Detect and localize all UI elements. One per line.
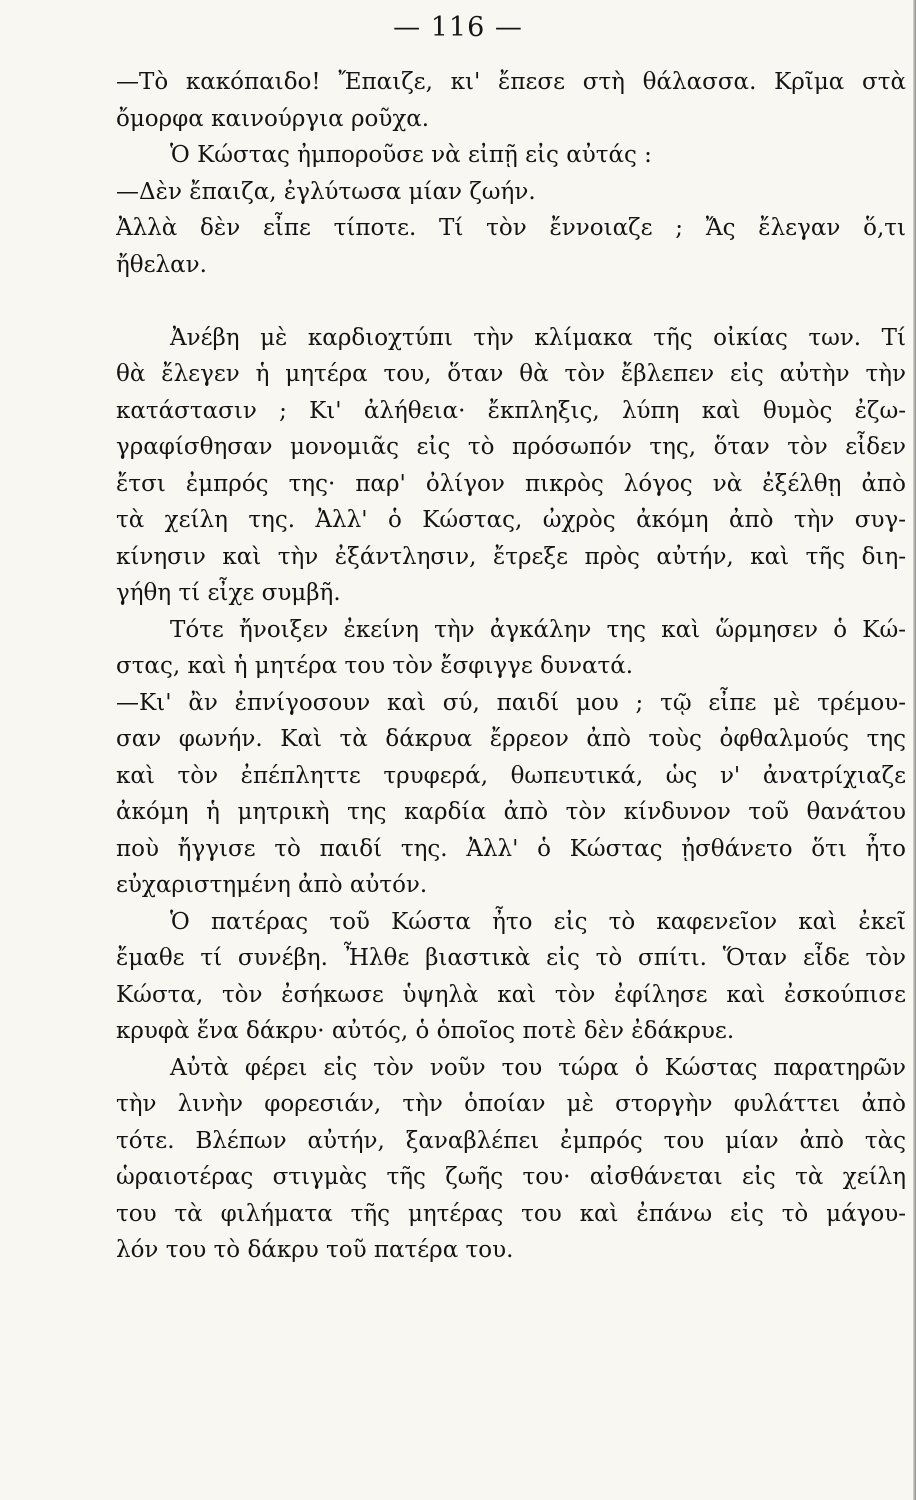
text-line: Κώστα, τὸν ἐσήκωσε ὑψηλὰ καὶ τὸν ἐφίλησε καὶ ἐσκούπισε: [116, 981, 906, 1008]
text-line: τὴν λινὴν φορεσιάν, τὴν ὁποίαν μὲ στοργὴν φυλάττει ἀπὸ: [116, 1091, 906, 1117]
text-line: ἔμαθε τί συνέβη. Ἦλθε βιαστικὰ εἰς τὸ σπίτι. Ὅταν εἶδε τὸν: [116, 945, 906, 971]
text-line: ὄμορφα καινούργια ροῦχα.: [116, 105, 430, 132]
text-line: τὰ χείλη της. Ἀλλ' ὁ Κώστας, ὠχρὸς ἀκόμη ἀπὸ τὴν συγ-: [116, 507, 906, 533]
text-line: κατάστασιν ; Κι' ἀλήθεια· ἔκπληξις, λύπη καὶ θυμὸς ἐζω-: [116, 397, 906, 424]
text-line: ἔτσι ἐμπρός της· παρ' ὀλίγον πικρὸς λόγος νὰ ἐξέλθῃ ἀπὸ: [116, 470, 906, 497]
page-number: — 116 —: [393, 12, 523, 43]
text-line: θὰ ἔλεγεν ἡ μητέρα του, ὅταν θὰ τὸν ἔβλεπεν εἰς αὐτὴν τὴν: [116, 361, 906, 387]
text-line: τότε. Βλέπων αὐτήν, ξαναβλέπει ἐμπρός του μίαν ἀπὸ τὰς: [116, 1127, 906, 1154]
text-line: Αὐτὰ φέρει εἰς τὸν νοῦν του τώρα ὁ Κώστας παρατηρῶν: [170, 1054, 906, 1081]
text-line: —Κι' ἂν ἐπνίγοσουν καὶ σύ, παιδί μου ; τῷ εἶπε μὲ τρέμου-: [116, 689, 906, 716]
text-line: ὡραιοτέρας στιγμὰς τῆς ζωῆς του· αἰσθάνεται εἰς τὰ χείλη: [116, 1164, 906, 1190]
text-line: Ὁ Κώστας ἠμποροῦσε νὰ εἰπῇ εἰς αὐτάς :: [170, 142, 652, 168]
page-body: [116, 64, 906, 1269]
text-line: Ὁ πατέρας τοῦ Κώστα ἦτο εἰς τὸ καφενεῖον καὶ ἐκεῖ: [170, 908, 906, 935]
text-line: γήθη τί εἶχε συμβῆ.: [116, 580, 341, 606]
text-line: Ἀλλὰ δὲν εἶπε τίποτε. Τί τὸν ἔννοιαζε ; Ἄς ἔλεγαν ὅ,τι: [116, 215, 906, 241]
text-line: κίνησιν καὶ τὴν ἐξάντλησιν, ἔτρεξε πρὸς αὐτήν, καὶ τῆς διη-: [116, 543, 906, 570]
text-line: Τότε ἤνοιξεν ἐκείνη τὴν ἀγκάλην της καὶ ὥρμησεν ὁ Κώ-: [170, 616, 906, 643]
text-line: σαν φωνήν. Καὶ τὰ δάκρυα ἔρρεον ἀπὸ τοὺς ὀφθαλμούς της: [116, 726, 906, 752]
text-line: —Τὸ κακόπαιδο! Ἔπαιζε, κι' ἔπεσε στὴ θάλασσα. Κρῖμα στὰ: [116, 69, 906, 95]
text-line: καὶ τὸν ἐπέπληττε τρυφερά, θωπευτικά, ὡς ν' ἀνατρίχιαζε: [116, 762, 906, 789]
text-line: ἤθελαν.: [116, 251, 207, 278]
text-line: λόν του τὸ δάκρυ τοῦ πατέρα του.: [116, 1237, 514, 1263]
text-line: Ἀνέβη μὲ καρδιοχτύπι τὴν κλίμακα τῆς οἰκίας των. Τί: [170, 324, 906, 351]
text-line: εὐχαριστημένη ἀπὸ αὐτόν.: [116, 872, 428, 898]
text-line: του τὰ φιλήματα τῆς μητέρας του καὶ ἐπάνω εἰς τὸ μάγου-: [116, 1200, 906, 1227]
text-line: κρυφὰ ἕνα δάκρυ· αὐτός, ὁ ὁποῖος ποτὲ δὲν ἐδάκρυε.: [116, 1018, 735, 1044]
paragraph-gap: [116, 283, 906, 320]
text-line: —Δὲν ἔπαιζα, ἐγλύτωσα μίαν ζωήν.: [116, 178, 536, 205]
text-line: ποὺ ἤγγισε τὸ παιδί της. Ἀλλ' ὁ Κώστας ᾐσθάνετο ὅτι ἦτο: [116, 835, 906, 862]
text-line: στας, καὶ ἡ μητέρα του τὸν ἔσφιγγε δυνατά.: [116, 653, 634, 679]
text-line: γραφίσθησαν μονομιᾶς εἰς τὸ πρόσωπόν της, ὅταν τὸν εἶδεν: [116, 434, 906, 460]
text-line: ἀκόμη ἡ μητρικὴ της καρδία ἀπὸ τὸν κίνδυνον τοῦ θανάτου: [116, 799, 906, 825]
